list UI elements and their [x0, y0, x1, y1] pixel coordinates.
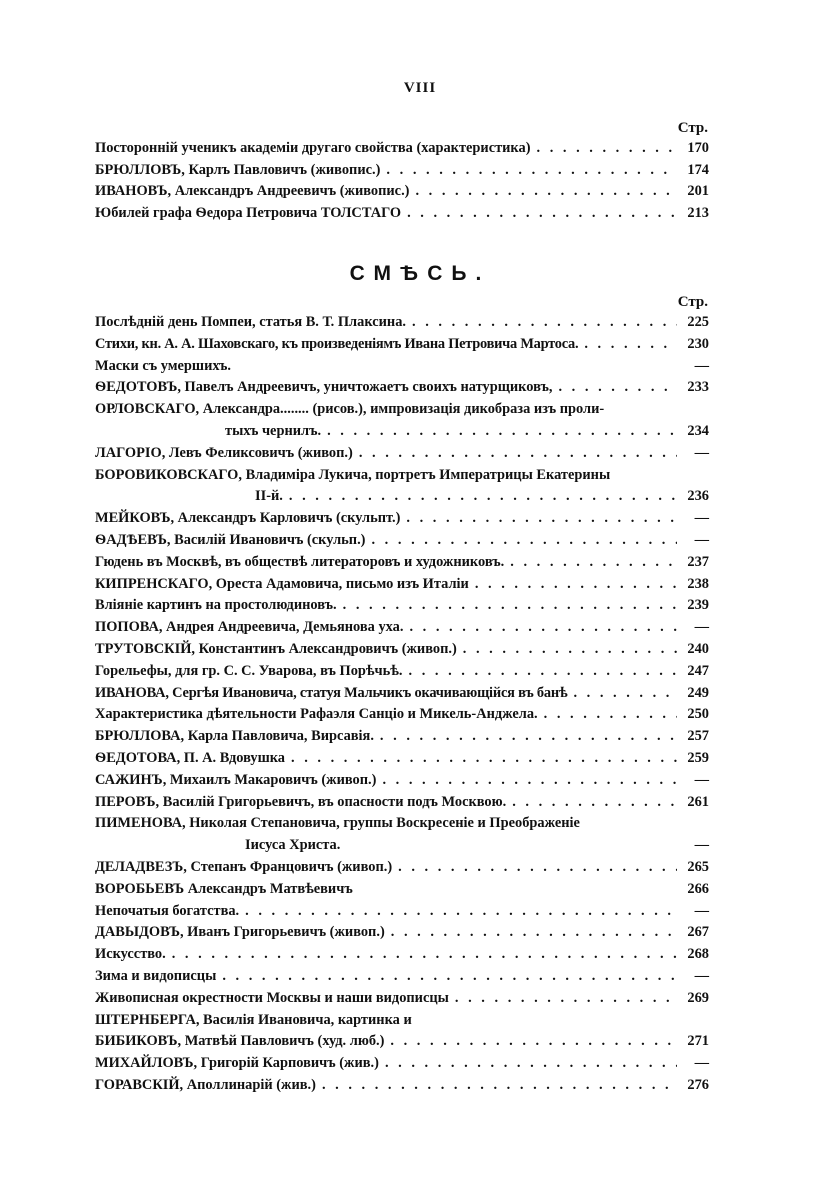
dot-leader [398, 857, 677, 879]
toc-entry-page: 170 [687, 140, 709, 156]
toc-entry [95, 181, 709, 203]
toc-entry-page: 236 [687, 488, 709, 505]
toc-entry-title: КИПРЕНСКАГО, Ореста Адамовича, письмо изъ Италіи [95, 575, 469, 592]
toc-entry-page: — [694, 357, 709, 374]
toc-entry [95, 138, 709, 160]
toc-entry-page: 249 [687, 684, 709, 701]
page-number: VIII [403, 80, 437, 96]
toc-entry-title: ИВАНОВА, Сергѣя Ивановича, статуя Мальчикъ окачивающійся въ банѣ [95, 684, 568, 701]
toc-entry [95, 944, 709, 966]
dot-leader [222, 966, 677, 988]
page-column-label: Стр. [677, 120, 708, 136]
dot-leader [463, 639, 677, 661]
toc-entry [95, 661, 709, 683]
toc-entry [95, 1075, 709, 1097]
toc-entry [95, 966, 709, 988]
dot-leader [584, 334, 677, 356]
toc-entry [95, 835, 709, 857]
toc-entry-page: — [694, 531, 709, 548]
toc-entry [95, 901, 709, 923]
toc-entry-page: — [694, 444, 709, 461]
dot-leader [537, 138, 678, 160]
toc-entry-title: Послѣдній день Помпеи, статья В. Т. Плаксина. [95, 314, 407, 330]
dot-leader [327, 421, 677, 443]
toc-entry-page: — [694, 1055, 709, 1072]
dot-leader [371, 530, 677, 552]
toc-entry [95, 704, 709, 726]
toc-entry-title: Гюдень въ Москвѣ, въ обществѣ литераторовъ и художниковъ. [95, 553, 505, 570]
toc-entry [95, 879, 709, 901]
toc-entry-page: 265 [687, 858, 709, 875]
toc-entry-title: ИВАНОВЪ, Александръ Андреевичъ (живопис.) [95, 183, 410, 199]
toc-entry-title: ѲЕДОТОВЪ, Павелъ Андреевичъ, уничтожаетъ своихъ натурщиковъ, [95, 379, 553, 396]
dot-leader [172, 944, 677, 966]
toc-entry-title: ГОРАВСКІЙ, Аполлинарій (жив.) [95, 1076, 316, 1093]
toc-entry-title: ПИМЕНОВА, Николая Степановича, группы Воскресеніе и Преображеніе [95, 815, 580, 832]
toc-entry-title: Зима и видописцы [95, 967, 217, 984]
toc-entry-page: — [694, 510, 709, 527]
toc-entry-page: 234 [687, 422, 709, 439]
dot-leader [390, 1031, 677, 1053]
toc-entry-title: II-й. [255, 488, 283, 505]
toc-entry-title: ПОПОВА, Андрея Андреевича, Демьянова уха. [95, 619, 404, 636]
toc-entry-title: МИХАЙЛОВЪ, Григорій Карповичъ (жив.) [95, 1055, 379, 1072]
toc-entry-page: 225 [687, 314, 709, 330]
toc-entry-title: ТРУТОВСКІЙ, Константинъ Александровичъ (живоп.) [95, 640, 457, 657]
toc-entry-page: 269 [687, 989, 709, 1006]
dot-leader [409, 617, 677, 639]
toc-entry [95, 377, 709, 399]
toc-entry [95, 792, 709, 814]
toc-entry-title: ѲЕДОТОВА, П. А. Вдовушка [95, 749, 285, 766]
dot-leader [510, 552, 677, 574]
toc-entry [95, 683, 709, 705]
toc-entry-page: — [694, 771, 709, 788]
toc-entry-page: — [694, 902, 709, 919]
toc-entry [95, 203, 709, 225]
toc-entry-title: ѲАДѢЕВЪ, Василій Ивановичъ (скульп.) [95, 531, 366, 548]
toc-entry [95, 988, 709, 1010]
dot-leader [386, 160, 677, 182]
dot-leader [512, 792, 677, 814]
dot-leader [573, 683, 677, 705]
dot-leader [343, 595, 677, 617]
toc-entry [95, 639, 709, 661]
dot-leader [291, 748, 677, 770]
toc-entry [95, 770, 709, 792]
toc-entry-page: — [694, 619, 709, 636]
toc-entry-title: ШТЕРНБЕРГА, Василія Ивановича, картинка и [95, 1011, 412, 1028]
toc-entry [95, 334, 709, 356]
toc-entry-title: ОРЛОВСКАГО, Александра........ (рисов.), импровизація дикобраза изъ проли- [95, 401, 605, 418]
toc-entry-page: 266 [687, 880, 709, 897]
toc-entry-title: САЖИНЪ, Михаилъ Макаровичъ (живоп.) [95, 771, 377, 788]
toc-entry [95, 1031, 709, 1053]
toc-entry-page: 240 [687, 640, 709, 657]
toc-entry-title: БРЮЛЛОВЪ, Карлъ Павловичъ (живопис.) [95, 161, 381, 178]
dot-leader [475, 574, 677, 596]
dot-leader [558, 377, 677, 399]
toc-entry-title: МЕЙКОВЪ, Александръ Карловичъ (скульпт.) [95, 510, 401, 527]
dot-leader [391, 922, 677, 944]
toc-entry-page: 261 [687, 793, 709, 810]
toc-entry [95, 617, 709, 639]
toc-entry-title: Юбилей графа Ѳедора Петровича ТОЛСТАГО [95, 204, 402, 221]
toc-entry-title: ЛАГОРІО, Левъ Феликсовичъ (живоп.) [95, 444, 353, 461]
toc-entry-title: Іисуса Христа. [245, 837, 341, 854]
toc-entry-page: 237 [687, 553, 709, 570]
toc-entry [95, 574, 709, 596]
toc-entry [95, 748, 709, 770]
toc-entry-page: 268 [687, 946, 709, 963]
toc-entry [95, 421, 709, 443]
toc-entry-page: 247 [687, 662, 709, 679]
toc-entry-page: 257 [687, 728, 709, 745]
toc-entry [95, 922, 709, 944]
toc-entry [95, 1053, 709, 1075]
toc-entry-title: ВОРОБЬЕВЪ Александръ Матвѣевичъ [95, 880, 353, 897]
toc-entry-page: 239 [687, 597, 709, 614]
toc-entry-title: Искусство. [95, 946, 166, 963]
toc-entry-page: 267 [687, 924, 709, 941]
toc-entry-title: Живописная окрестности Москвы и наши видописцы [95, 989, 449, 1006]
toc-entry-page: 276 [687, 1076, 709, 1093]
dot-leader [544, 704, 677, 726]
toc-entry [95, 443, 709, 465]
toc-entry [95, 726, 709, 748]
toc-entry-page: — [694, 967, 709, 984]
toc-entry-title: ПЕРОВЪ, Василій Григорьевичъ, въ опасности подъ Москвою. [95, 793, 507, 810]
dot-leader [412, 312, 677, 334]
toc-entry [95, 595, 709, 617]
toc-entry-page: 259 [687, 749, 709, 766]
toc-entry-title: Характеристика дѣятельности Рафаэля Санціо и Микель-Анджела. [95, 706, 538, 723]
dot-leader [406, 508, 677, 530]
toc-entry-title: ДАВЫДОВЪ, Иванъ Григорьевичъ (живоп.) [95, 924, 385, 941]
toc-entry-title: Горельефы, для гр. С. С. Уварова, въ Порѣчьѣ. [95, 662, 403, 679]
toc-entry-title: Стихи, кн. А. А. Шаховскаго, къ произведеніямъ Ивана Петровича Мартоса. [95, 335, 579, 352]
dot-leader [322, 1075, 677, 1097]
toc-main-list [95, 312, 709, 1097]
dot-leader [382, 770, 677, 792]
dot-leader [455, 988, 677, 1010]
toc-entry-page: 213 [687, 204, 709, 221]
page-column-label: Стр. [677, 294, 708, 310]
toc-entry [95, 857, 709, 879]
dot-leader [359, 443, 677, 465]
toc-entry [95, 160, 709, 182]
toc-entry-page: 201 [687, 183, 709, 199]
toc-entry-title: Непочатыя богатства. [95, 902, 240, 919]
dot-leader [245, 901, 677, 923]
dot-leader [407, 203, 677, 225]
toc-entry [95, 530, 709, 552]
toc-entry-title: тыхъ чернилъ. [225, 422, 322, 439]
toc-entry-title: БРЮЛЛОВА, Карла Павловича, Вирсавія. [95, 728, 374, 745]
toc-entry-page: — [694, 837, 709, 854]
dot-leader [415, 181, 677, 203]
toc-entry [95, 312, 709, 334]
toc-entry-title: БИБИКОВЪ, Матвѣй Павловичъ (худ. люб.) [95, 1033, 385, 1050]
dot-leader [409, 661, 678, 683]
dot-leader [385, 1053, 677, 1075]
toc-entry [95, 486, 709, 508]
toc-entry-title: ДЕЛАДВЕЗЪ, Степанъ Францовичъ (живоп.) [95, 858, 393, 875]
toc-entry-title: Маски съ умершихъ. [95, 357, 231, 374]
toc-top-list [95, 138, 709, 224]
dot-leader [289, 486, 677, 508]
toc-entry-title: Посторонній ученикъ академіи другаго свойства (характеристика) [95, 140, 531, 156]
toc-entry-page: 233 [687, 379, 709, 396]
toc-entry [95, 508, 709, 530]
section-title: СМѢСЬ. [349, 262, 491, 285]
toc-entry [95, 552, 709, 574]
toc-entry-page: 230 [687, 335, 709, 352]
toc-entry-title: Вліяніе картинъ на простолюдиновъ. [95, 597, 337, 614]
toc-entry-title: БОРОВИКОВСКАГО, Владиміра Лукича, портретъ Императрицы Екатерины [95, 466, 611, 483]
toc-entry-page: 238 [687, 575, 709, 592]
dot-leader [380, 726, 677, 748]
toc-entry-page: 271 [687, 1033, 709, 1050]
toc-entry-page: 174 [687, 161, 709, 178]
toc-entry [95, 356, 709, 378]
toc-entry-page: 250 [687, 706, 709, 723]
